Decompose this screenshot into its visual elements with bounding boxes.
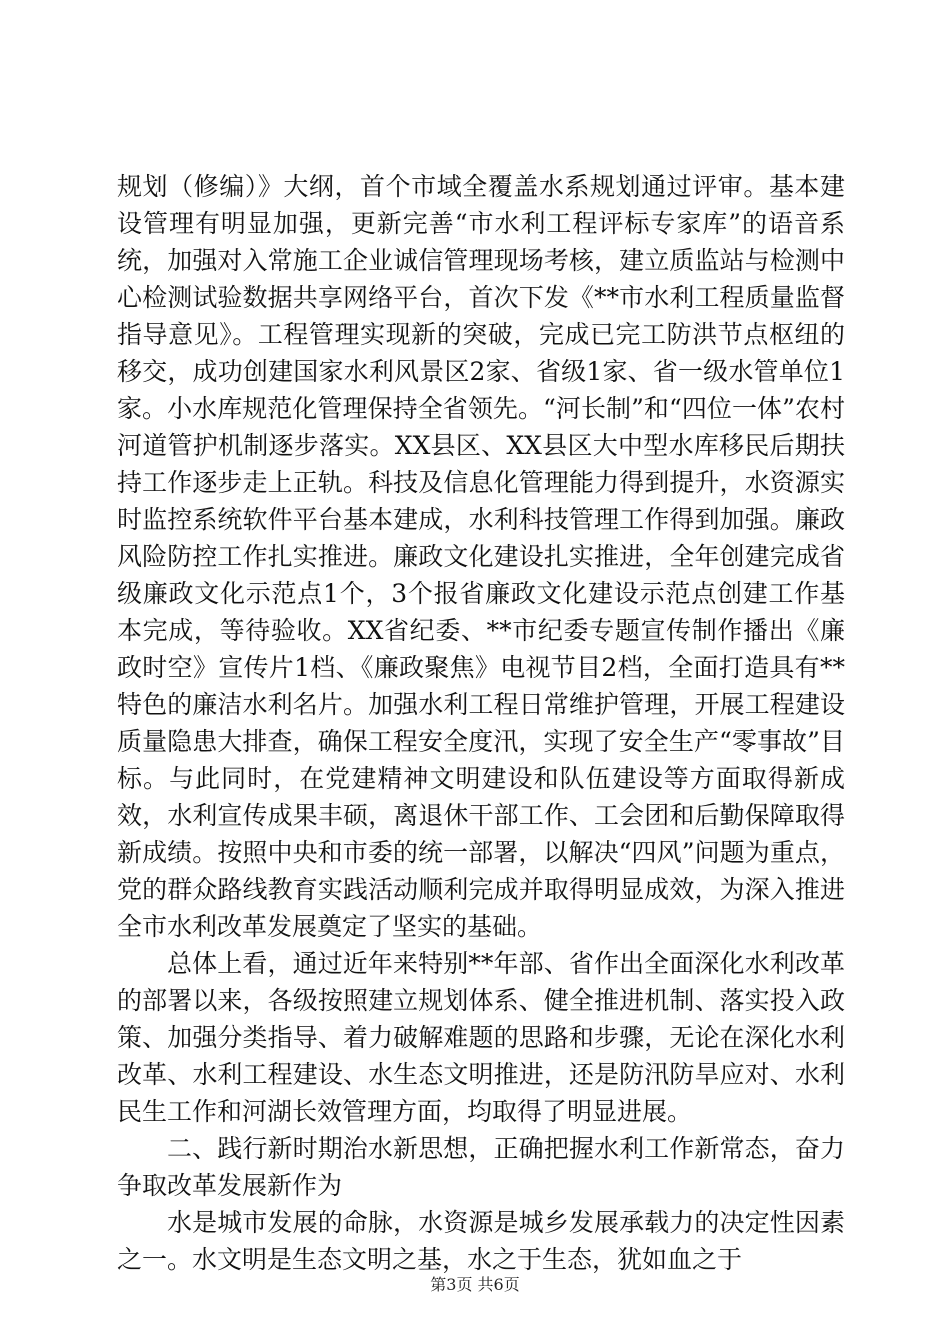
paragraph-2: 总体上看，通过近年来特别**年部、省作出全面深化水利改革的部署以来，各级按照建立规划体系、健全推进机制、落实投入政策、加强分类指导、着力破解难题的思路和步骤，无论在深化水利改革、水利工程建设、水生态文明推进，还是防汛防旱应对、水利民生工作和河湖长效管理方面，均取得了明显进展。 [117,949,845,1126]
document-body [117,168,845,1278]
section-heading: 二、践行新时期治水新思想，正确把握水利工作新常态，奋力争取改革发展新作为 [117,1134,845,1200]
paragraph-1: 规划（修编）》大纲，首个市域全覆盖水系规划通过评审。基本建设管理有明显加强，更新完善“市水利工程评标专家库”的语音系统，加强对入常施工企业诚信管理现场考核，建立质监站与检测中心检测试验数据共享网络平台，首次下发《**市水利工程质量监督指导意见》。工程管理实现新的突破，完成已完工防洪节点枢纽的移交，成功创建国家水利风景区2家、省级1家、省一级水管单位1家。小水库规范化管理保持全省领先。“河长制”和“四位一体”农村河道管护机制逐步落实。XX县区、XX县区大中型水库移民后期扶持工作逐步走上正轨。科技及信息化管理能力得到提升，水资源实时监控系统软件平台基本建成，水利科技管理工作得到加强。廉政风险防控工作扎实推进。廉政文化建设扎实推进，全年创建完成省级廉政文化示范点1个，3个报省廉政文化建设示范点创建工作基本完成，等待验收。XX省纪委、**市纪委专题宣传制作播出《廉政时空》宣传片1档、《廉政聚焦》电视节目2档，全面打造具有**特色的廉洁水利名片。加强水利工程日常维护管理，开展工程建设质量隐患大排查，确保工程安全度汛，实现了安全生产“零事故”目标。与此同时，在党建精神文明建设和队伍建设等方面取得新成效，水利宣传成果丰硕，离退休干部工作、工会团和后勤保障取得新成绩。按照中央和市委的统一部署，以解决“四风”问题为重点，党的群众路线教育实践活动顺利完成并取得明显成效，为深入推进全市水利改革发展奠定了坚实的基础。 [117,172,845,941]
page-footer: 第3页 共6页 [430,1275,520,1294]
paragraph-3: 水是城市发展的命脉，水资源是城乡发展承载力的决定性因素之一。水文明是生态文明之基，水之于生态，犹如血之于 [117,1208,845,1274]
